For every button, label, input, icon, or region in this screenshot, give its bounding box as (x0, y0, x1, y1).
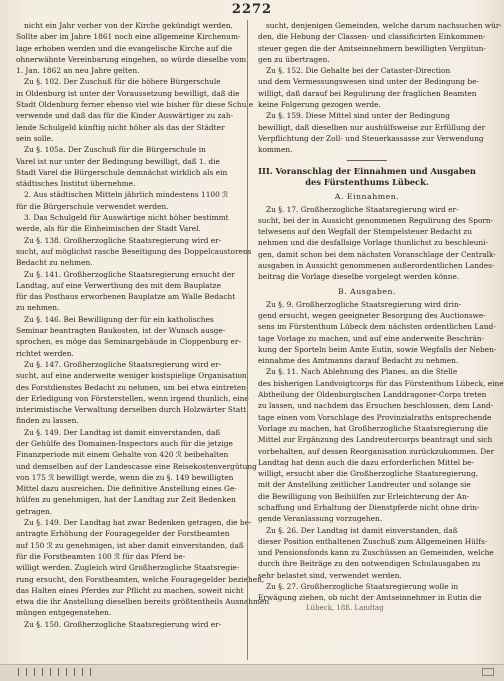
paragraph (258, 204, 496, 283)
right-column-top-paragraphs (258, 20, 502, 156)
paragraph (16, 189, 234, 212)
text-line: das Halten eines Pferdes zur Pflicht zu machen, soweit nicht (16, 585, 244, 595)
text-line: beitrag die Vorlage dieselbe vorgelegt werden könne. (258, 272, 460, 282)
text-line: steuer gegen die der Amtseinnehmern bewilligten Vergütun- (258, 43, 486, 53)
paragraph (258, 110, 486, 155)
text-line: Zu §. 150. Großherzogliche Staatsregierung wird er- (24, 619, 222, 629)
text-line: Zu §. 11. Nach Ablehnung des Planes, an die Stelle (266, 367, 458, 377)
text-line: Zu §. 149. Der Landtag ist damit einverstanden, daß (24, 427, 221, 437)
paragraph (16, 269, 234, 314)
text-line: tage einen vom Vorschlage des Provinzialraths entsprechende (258, 412, 492, 422)
text-line: zu nehmen. (16, 303, 60, 313)
text-line: interimistische Verwaltung derselben durch Holzwärter Statt (16, 405, 247, 415)
text-line: gende Veranlassung vorzugehen. (258, 514, 383, 524)
section-divider (347, 160, 387, 161)
subsection-ausgaben-heading: B. Ausgaben. (337, 286, 397, 296)
text-line: willigt werden. Zugleich wird Großherzogliche Staatsregie- (16, 563, 240, 573)
text-line: gen, damit schon bei dem nächsten Voranschlage der Centralk- (258, 249, 496, 259)
paragraph (16, 517, 270, 619)
text-line: Stadt Varel die Bürgerschule demnächst wirklich als ein (16, 167, 228, 177)
text-line: gen zu übertragen. (258, 54, 330, 64)
text-line: Stadt Oldenburg ferner ebenso viel wie bisher für diese Schule (16, 100, 254, 110)
text-line: Mittel zur Ergänzung des Landreutercorps beantragt und sich (258, 435, 493, 445)
text-line: kung der Sporteln beim Amte Eutin, sowie Wegfalls der Neben- (258, 344, 497, 354)
subsection-einnahmen-heading: A. Einnahmen. (334, 191, 400, 201)
text-line: 3. Das Schulgeld für Auswärtige nicht höher bestimmt (24, 213, 229, 223)
text-line: für die Bürgerschule verwendet werden. (16, 201, 169, 211)
text-line: Verpflichtung der Zoll- und Steuerkassasse zur Verwendung (258, 133, 484, 143)
text-line: den, die Hebung der Classen- und classificirten Einkommen- (258, 32, 486, 42)
text-line: sucht, auf möglichst rasche Beseitigung des Doppelcaustorens (16, 246, 252, 256)
text-line: Zu §. 138. Großherzogliche Staatsregierung wird er- (24, 235, 222, 245)
text-line: ausgaben in Aussicht genommenen außerordentlichen Landes- (258, 261, 495, 271)
text-line: lende Schulgeld künftig nicht höher als das der Städter (16, 122, 225, 132)
text-line: 1. Jan. 1862 an neu Jahre gelten. (16, 66, 140, 76)
text-line: und dem Vermessungswesen sind unter der Bedingung be- (258, 77, 479, 87)
text-line: Sollte aber im Jahre 1861 noch eine allgemeine Kirchenum- (16, 32, 241, 42)
text-line: des Forstdienstes Bedacht zu nehmen, um bei etwa eintreten- (16, 382, 249, 392)
text-line: 2. Aus städtischen Mitteln jährlich mindestens 1100 ℛ (24, 190, 229, 200)
text-line: lage erhoben werden und die evangelische Kirche auf die (16, 43, 233, 53)
text-line: Varel ist nur unter der Bedingung bewilligt, daß 1. die (16, 156, 220, 166)
text-line: Zu §. 27. Großherzogliche Staatsregierung wolle in (266, 582, 459, 592)
text-line: antragte Erhöhung der Fouragegelder der Forstbeamten (16, 529, 230, 539)
text-line: Zu §. 105a. Der Zuschuß für die Bürgerschule in (24, 145, 206, 155)
text-line: sehr belastet sind, verwendet werden. (258, 570, 402, 580)
text-line: durch ihre Beiträge zu den notwendigen Schulausgaben zu (258, 559, 481, 569)
text-line: Abtheilung der Oldenburgischen Landdragoner-Corps treten (258, 390, 487, 400)
text-line: keine Folgerung gezogen werde. (258, 100, 381, 110)
text-line: werde, als für die Einheimischen der Stadt Varel. (16, 224, 201, 234)
paragraph (258, 65, 479, 110)
paragraph (258, 366, 504, 524)
scan-corner-mark (482, 668, 494, 676)
text-line: mit der Anstellung zeitlicher Landreuter und solange sie (258, 480, 471, 490)
text-line: dieser Position enthaltenen Zuschuß zum Allgemeinen Hülfs- (258, 536, 488, 546)
text-line: telwesens auf den Wegfall der Stempelsteuer Bedacht zu (258, 227, 473, 237)
text-line: Zu §. 141. Großherzogliche Staatsregierung ersucht der (24, 269, 235, 279)
paragraph (16, 212, 234, 235)
text-line: schaffung und Erhaltung der Dienstpferde nicht ohne drin- (258, 502, 480, 512)
text-line: Zu §. 147. Großherzogliche Staatsregierung wird er- (24, 359, 222, 369)
text-line: städtisches Institut übernehme. (16, 179, 136, 189)
text-line: Zu §. 17. Großherzogliche Staatsregierung wird er- (266, 204, 459, 214)
scan-scale-ticks (18, 668, 92, 676)
text-line: verwende und daß das für die Kinder Auswärtiger zu zah- (16, 111, 234, 121)
text-line: einnahme des Amtmanns darauf Bedacht zu nehmen. (258, 356, 459, 366)
text-line: der Gehülfe des Domainen-Inspectors auch für die jetzige (16, 438, 233, 448)
paragraph (16, 314, 241, 359)
paragraph (16, 359, 249, 427)
text-line: willigt, daß darauf bei Regulirung der fraglichen Beamten (258, 88, 477, 98)
text-line: zu lassen, und nachdem das Ersuchen beschlossen, dem Land- (258, 401, 494, 411)
text-line: kommen. (258, 145, 293, 155)
text-line: nehmen und die desfallsige Vorlage thunlichst zu beschleuni- (258, 238, 488, 248)
text-line: tage Vorlage zu machen, und auf eine anderweite Beschrän- (258, 333, 485, 343)
text-line: von 175 ℛ bewilligt werde, wenn die zu §. 149 bewilligten (16, 472, 234, 482)
text-line: ohnerwähnte Vereinbarung eingehen, so würde dieselbe vom (16, 54, 247, 64)
text-line: bewilligt, daß dieselben nur aushülfsweise zur Erfüllung der (258, 122, 486, 132)
text-line: müngen entgegenstehen. (16, 608, 112, 618)
text-line: getragen. (16, 506, 53, 516)
text-line: sucht, denjenigen Gemeinden, welche darum nachsuchen wür- (266, 21, 502, 30)
paragraph (16, 235, 252, 269)
text-line: auf 150 ℛ zu genehmigen, ist aber damit einverstanden, daß (16, 540, 244, 550)
text-line: sucht, bei der in Aussicht genommenen Regulirung des Sporn- (258, 215, 494, 225)
text-line: nicht ein Jahr vorher von der Kirche gekündigt werden. (24, 21, 233, 30)
text-line: etwa die ihr Anstellung dieselben bereits größtentheils Ausnahmen (16, 597, 270, 607)
paragraph (16, 619, 234, 630)
text-line: Zu §. 152. Die Gehalte bei der Cataster-Direction (266, 66, 451, 76)
text-line: Landtag hat denn auch die dazu erforderlichen Mittel be- (258, 457, 475, 467)
text-line: Erwägung ziehen, ob nicht der Amtseinnehmer in Eutin die (258, 593, 482, 603)
text-line: Zu §. 146. Bei Bewilligung der für ein katholisches (24, 314, 214, 324)
text-line: finden zu lassen. (16, 416, 79, 426)
paragraph (16, 20, 247, 76)
text-line: Zu §. 26. Der Landtag ist damit einverstanden, daß (266, 525, 458, 535)
text-line: für die Forstbeamten 100 ℛ für das Pferd be- (16, 551, 186, 561)
text-line: richtet werden. (16, 348, 74, 358)
paragraph (16, 144, 234, 189)
paragraph (16, 427, 257, 517)
text-line: hülfen zu genehmigen, hat der Landtag zur Zeit Bedenken (16, 495, 236, 505)
text-line: Zu §. 159. Diese Mittel sind unter der Bedingung (266, 111, 450, 121)
text-line: sein solle. (16, 133, 54, 143)
text-line: die Bewilligung von Beihülfen zur Erleichterung der An- (258, 491, 470, 501)
text-line: Zu §. 102. Der Zuschuß für die höhere Bürgerschule (24, 77, 221, 87)
column-divider (247, 20, 248, 660)
text-line: Seminar beantragten Baukosten, ist der Wunsch ausge- (16, 326, 226, 336)
text-line: Zu §. 149. Der Landtag hat zwar Bedenken getragen, die be- (24, 518, 252, 528)
text-line: vorbehalten, auf dessen Reorganisation zurückzukommen. Der (258, 446, 495, 456)
text-line: sprochen, es möge das Seminargebäude in Cloppenburg er- (16, 337, 241, 347)
right-column-einnahmen-paragraphs (258, 204, 496, 283)
text-line: sens im Fürstenthum Lübeck dem nächsten ordentlichen Land- (258, 322, 496, 332)
right-column (258, 20, 504, 660)
text-line: und Pensionsfonds kann zu Zuschüssen an Gemeinden, welche (258, 548, 494, 558)
text-line: willigt, ersucht aber die Großherzogliche Staatsregierung, (258, 469, 479, 479)
text-line: Zu §. 9. Großherzogliche Staatsregierung wird drin- (266, 299, 462, 309)
paragraph (16, 76, 254, 144)
text-line: Mittel dazu ausreichen. Die definitive Anstellung eines Ge- (16, 484, 237, 494)
text-line: und demselben auf der Landescasse eine Reisekostenvergütung (16, 461, 257, 471)
text-line: des bisherigen Landvoigtcorps für das Fürstenthum Lübeck, eine (258, 378, 504, 388)
section-heading: III. Voranschlag der Einnahmen und Ausgaben des Fürstenthums Lübeck. (258, 165, 476, 187)
page-number: 2272 (231, 2, 273, 17)
paragraph (258, 525, 494, 581)
text-line: Vorlage zu machen, hat Großherzogliche Staatsregierung die (258, 423, 488, 433)
text-line: sucht, auf eine anderweite weniger kostspielige Organisation (16, 371, 247, 381)
text-line: Finanzperiode mit einem Gehalte von 420 ℛ beibehalten (16, 450, 229, 460)
text-line: der Erledigung von Försterstellen, wenn irgend thunlich, eine (16, 393, 249, 403)
paragraph (258, 299, 497, 367)
right-column-ausgaben-paragraphs (258, 299, 504, 604)
left-column (16, 20, 270, 660)
paragraph (258, 581, 482, 604)
text-line: für das Posthaus erworbenen Bauplatze am Walle Bedacht (16, 292, 236, 302)
text-line: Bedacht zu nehmen. (16, 258, 93, 268)
text-line: Landtag, auf eine Verwerthung des mit dem Bauplatze (16, 280, 221, 290)
footer-note: Lübeck, 18ß. Landtag (306, 604, 384, 612)
paragraph (258, 20, 502, 65)
text-line: rung ersucht, den Forstbeamten, welche Fouragegelder beziehen, (16, 574, 265, 584)
text-line: in Oldenburg ist unter der Voraussetzung bewilligt, daß die (16, 88, 240, 98)
text-line: gend ersucht, wegen geeigneter Besorgung des Auctionswe- (258, 310, 486, 320)
